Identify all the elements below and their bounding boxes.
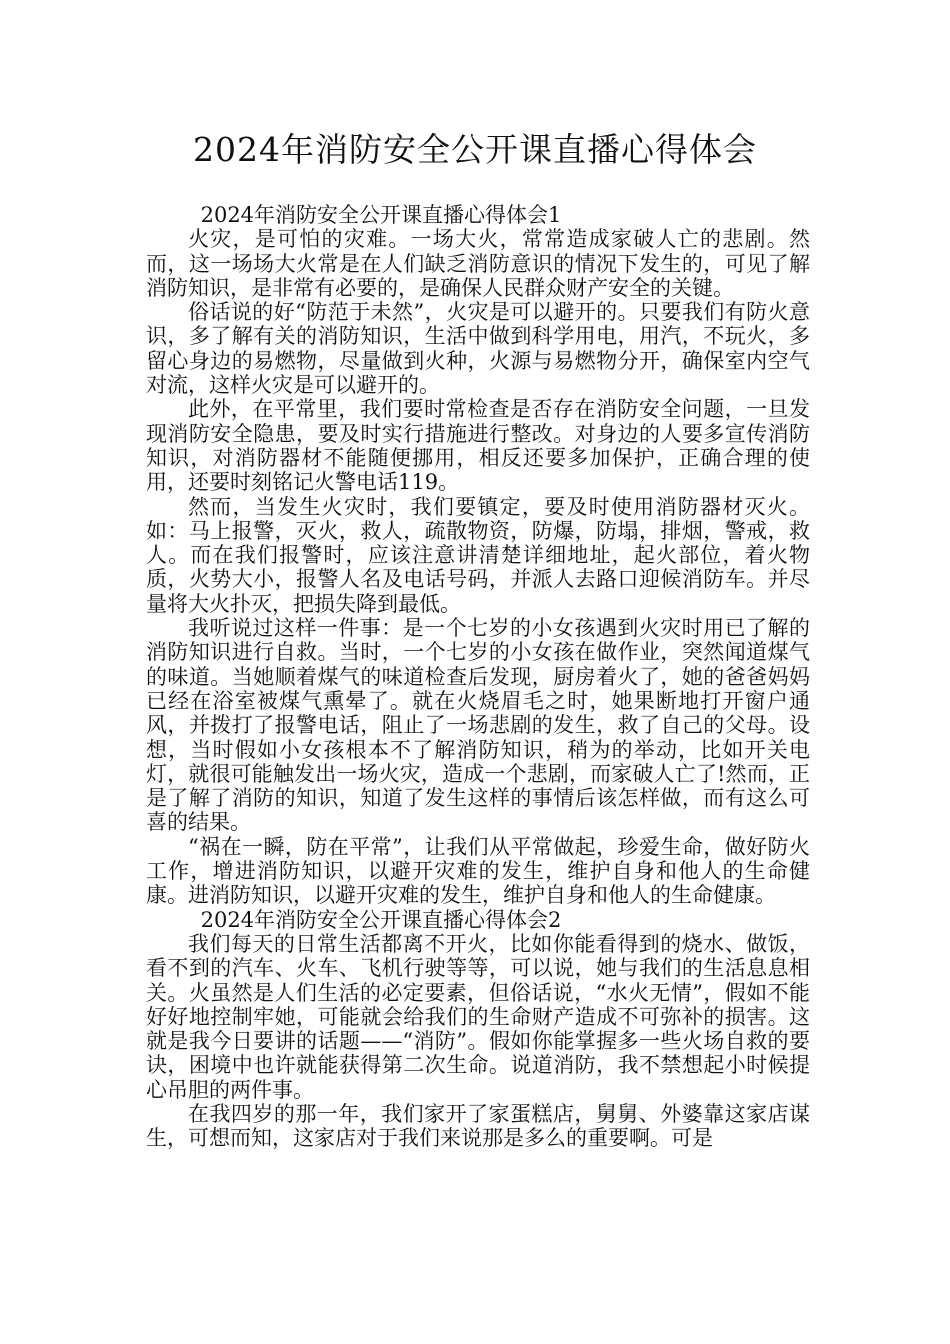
paragraph: 我听说过这样一件事：是一个七岁的小女孩遇到火灾时用已了解的消防知识进行自救。当时，一个七岁的小女孩在做作业，突然闻道煤气的味道。当她顺着煤气的味道检查后发现，厨房着火了，她的爸爸妈妈已经在浴室被煤气熏晕了。就在火烧眉毛之时，她果断地打开窗户通风，并拨打了报警电话，阻止了一场悲剧的发生，救了自己的父母。设想，当时假如小女孩根本不了解消防知识，稍为的举动，比如开关电灯，就很可能触发出一场火灾，造成一个悲剧，而家破人亡了!然而，正是了解了消防的知识，知道了发生这样的事情后该怎样做，而有这么可喜的结果。 <box>146 616 810 835</box>
paragraph: 我们每天的日常生活都离不开火，比如你能看得到的烧水、做饭，看不到的汽车、火车、飞机行驶等等，可以说，她与我们的生活息息相关。火虽然是人们生活的必定要素，但俗话说，“水火无情”，假如不能好好地控制牢她，可能就会给我们的生命财产造成不可弥补的损害。这就是我今日要讲的话题——“消防”。假如你能掌握多一些火场自救的要诀，困境中也许就能获得第二次生命。说道消防，我不禁想起小时候提心吊胆的两件事。 <box>146 931 810 1102</box>
paragraph: 然而，当发生火灾时，我们要镇定，要及时使用消防器材灭火。如：马上报警，灭火，救人，疏散物资，防爆，防塌，排烟，警戒，救人。而在我们报警时，应该注意讲清楚详细地址，起火部位，着火物质，火势大小，报警人名及电话号码，并派人去路口迎候消防车。并尽量将大火扑灭，把损失降到最低。 <box>146 494 810 616</box>
paragraph: 此外，在平常里，我们要时常检查是否存在消防安全问题，一旦发现消防安全隐患，要及时实行措施进行整改。对身边的人要多宣传消防知识，对消防器材不能随便挪用，相反还要多加保护，正确合理的使用，还要时刻铭记火警电话119。 <box>146 397 810 495</box>
paragraph: 在我四岁的那一年，我们家开了家蛋糕店，舅舅、外婆靠这家店谋生，可想而知，这家店对于我们来说那是多么的重要啊。可是 <box>146 1101 810 1151</box>
document-body <box>146 203 810 1151</box>
paragraph: 俗话说的好“防范于未然”，火灾是可以避开的。只要我们有防火意识，多了解有关的消防知识，生活中做到科学用电，用汽，不玩火，多留心身边的易燃物，尽量做到火种，火源与易燃物分开，确保室内空气对流，这样火灾是可以避开的。 <box>146 300 810 398</box>
paragraph: 火灾，是可怕的灾难。一场大火，常常造成家破人亡的悲剧。然而，这一场场大火常是在人们缺乏消防意识的情况下发生的，可见了解消防知识，是非常有必要的，是确保人民群众财产安全的关键。 <box>146 227 810 300</box>
document-title: 2024年消防安全公开课直播心得体会 <box>193 130 757 169</box>
paragraph: “祸在一瞬，防在平常”，让我们从平常做起，珍爱生命，做好防火工作，增进消防知识，以避开灾难的发生，维护自身和他人的生命健康。进消防知识，以避开灾难的发生，维护自身和他人的生命健康。 <box>146 834 810 908</box>
section-heading: 2024年消防安全公开课直播心得体会2 <box>200 907 562 932</box>
section-heading: 2024年消防安全公开课直播心得体会1 <box>200 203 562 227</box>
